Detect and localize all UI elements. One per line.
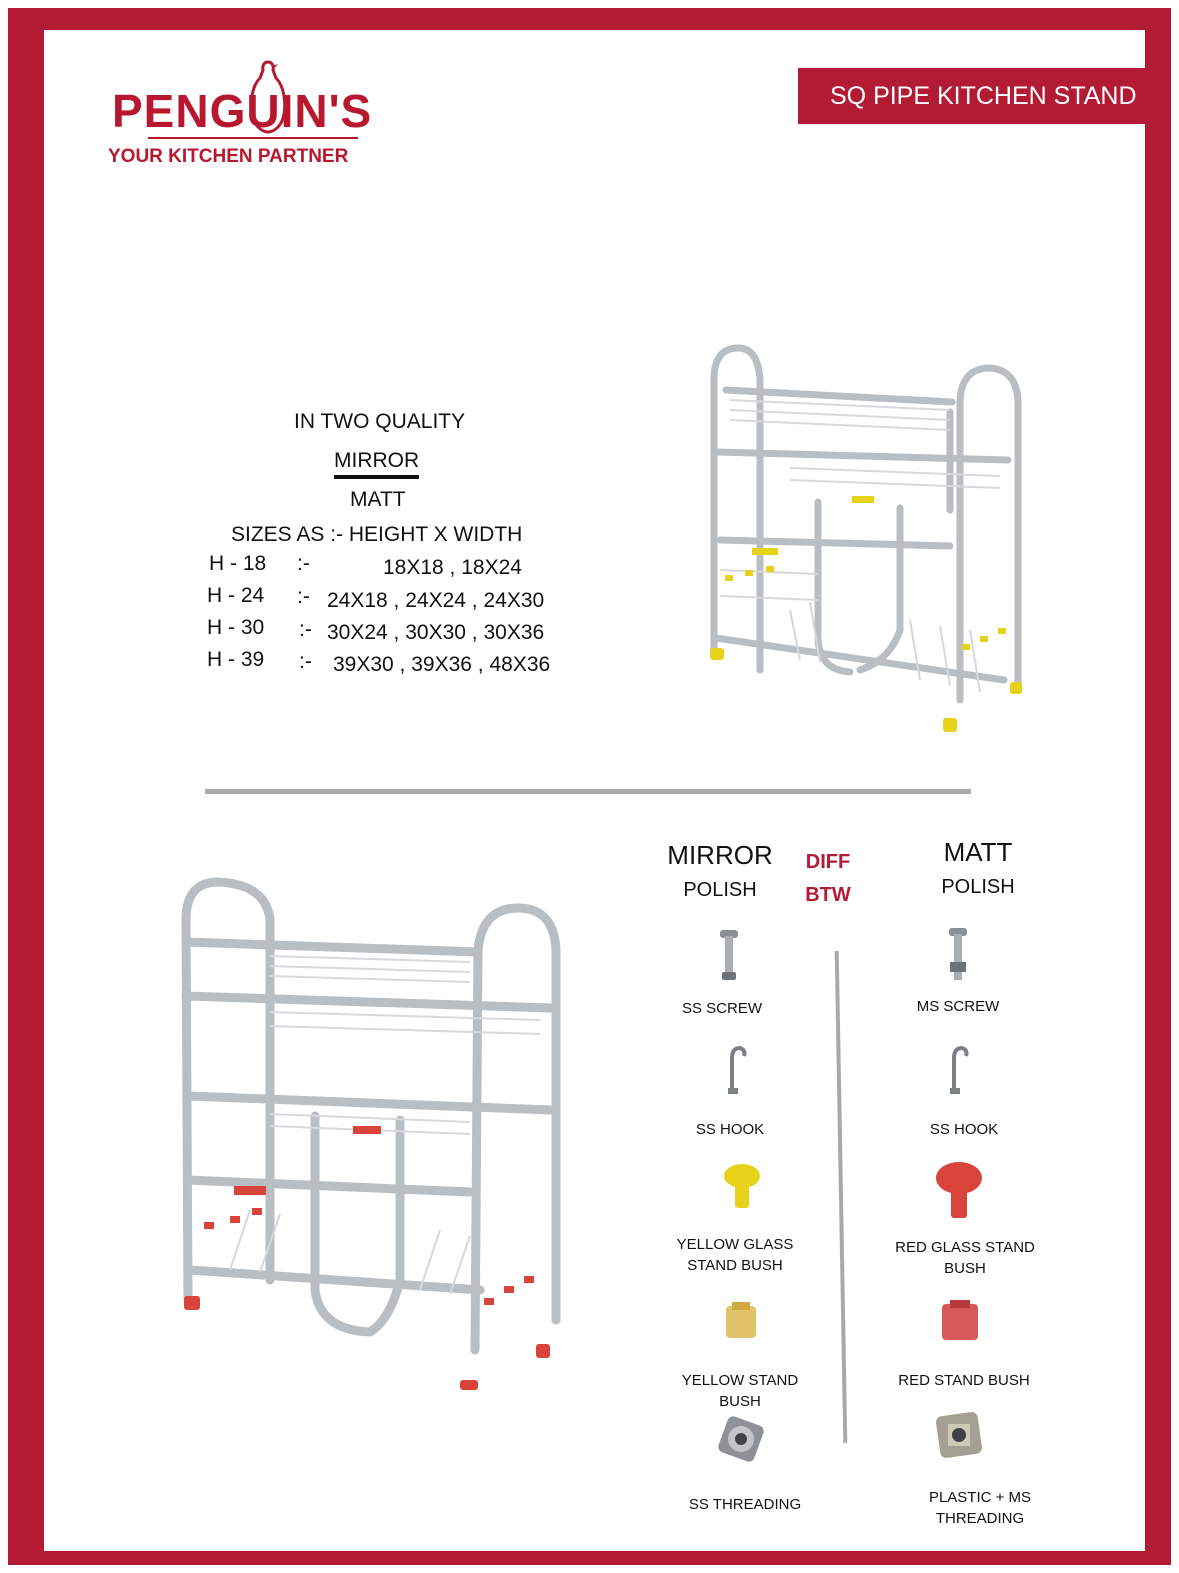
size-row-values: 39X30 , 39X36 , 48X36 [333, 653, 551, 676]
part-label: SS HOOK [929, 1121, 999, 1138]
matt-polish-heading [918, 837, 1038, 899]
part-label: PLASTIC + MS THREADING [928, 1489, 1032, 1527]
part-label: SS HOOK [695, 1121, 765, 1138]
size-row-height: H - 24 [207, 584, 265, 607]
hook-icon [722, 1044, 748, 1098]
hook-icon [944, 1044, 970, 1098]
screw-icon [718, 930, 740, 982]
threading-icon [714, 1412, 768, 1466]
title-banner: SQ PIPE KITCHEN STAND [798, 68, 1145, 124]
yellow-glass-bush-icon [722, 1162, 762, 1212]
screw-icon [946, 928, 970, 982]
diff-btw-label [800, 846, 856, 912]
size-row-values: 18X18 , 18X24 [383, 556, 522, 579]
quality-option-mirror: MIRROR [334, 449, 419, 479]
quality-intro: IN TWO QUALITY [294, 410, 466, 433]
logo-underline [148, 137, 358, 139]
brand-name: PENGUIN'S [112, 85, 373, 137]
matt-title: MATT [943, 837, 1013, 867]
part-label: MS SCREW [916, 998, 1000, 1015]
red-stand-bush-icon [940, 1300, 980, 1342]
part-label: RED GLASS STAND BUSH [895, 1239, 1035, 1277]
size-row-sep: :- [299, 650, 312, 673]
red-glass-bush-icon [934, 1160, 984, 1222]
size-row-height: H - 30 [207, 616, 265, 639]
part-label: YELLOW GLASS STAND BUSH [676, 1236, 794, 1274]
size-row-values: 30X24 , 30X30 , 30X36 [327, 621, 545, 644]
sizes-header: SIZES AS :- HEIGHT X WIDTH [231, 523, 523, 546]
mirror-polish-heading [660, 840, 780, 902]
size-row-sep: :- [299, 618, 312, 641]
btw-text: BTW [805, 884, 851, 906]
kitchen-stand-mirror-image [700, 340, 1030, 740]
part-label: SS SCREW [681, 1000, 762, 1017]
size-row-height: H - 39 [207, 648, 265, 671]
quality-option-matt: MATT [350, 488, 406, 511]
section-divider [205, 789, 971, 794]
kitchen-stand-matt-image [170, 870, 570, 1390]
size-row-height: H - 18 [209, 552, 267, 575]
part-label: YELLOW STAND BUSH [681, 1372, 799, 1410]
matt-subtitle: POLISH [941, 876, 1015, 898]
yellow-stand-bush-icon [724, 1302, 758, 1340]
size-row-sep: :- [297, 585, 310, 608]
size-row-values: 24X18 , 24X24 , 24X30 [327, 589, 545, 612]
diff-text: DIFF [805, 851, 851, 873]
threading-icon [934, 1410, 984, 1462]
mirror-title: MIRROR [667, 840, 773, 870]
size-row-sep: :- [297, 552, 310, 575]
brand-logo [108, 58, 398, 178]
part-label: RED STAND BUSH [898, 1372, 1030, 1389]
brand-tagline: YOUR KITCHEN PARTNER [108, 146, 349, 167]
part-label: SS THREADING [688, 1496, 802, 1513]
mirror-subtitle: POLISH [683, 879, 757, 901]
